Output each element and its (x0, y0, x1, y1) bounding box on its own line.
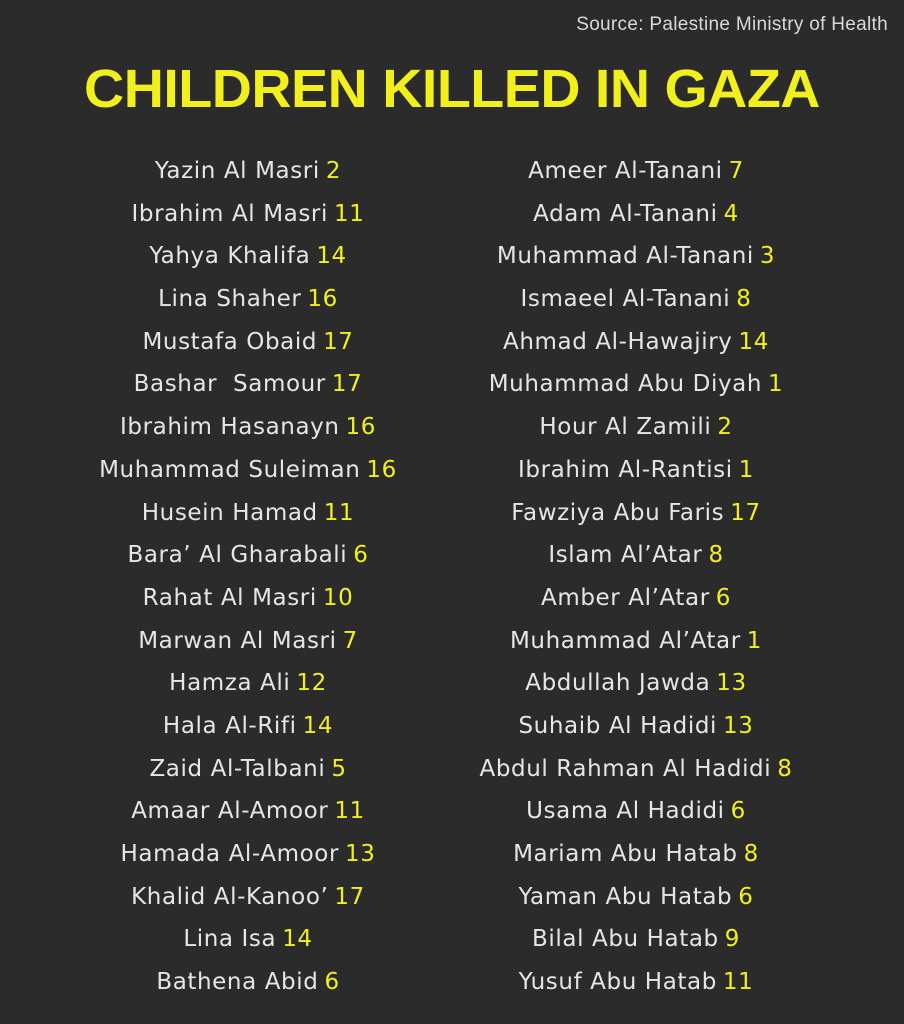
child-name: Yusuf Abu Hatab (518, 969, 717, 996)
list-item (446, 790, 826, 833)
child-age: 2 (325, 158, 342, 184)
list-item (48, 321, 448, 364)
child-name: Muhammad Suleiman (99, 456, 361, 483)
list-item (446, 363, 826, 406)
child-name: Adam Al-Tanani (533, 200, 718, 227)
child-name: Ameer Al-Tanani (528, 158, 723, 184)
list-item (446, 833, 826, 876)
child-name: Marwan Al Masri (138, 627, 337, 654)
child-name: Bilal Abu Hatab (532, 926, 719, 953)
child-name: Husein Hamad (141, 499, 318, 526)
list-item (446, 150, 826, 193)
child-age: 7 (728, 158, 744, 184)
child-name: Amber Al’Atar (540, 584, 710, 611)
list-item (446, 961, 826, 1004)
list-item (48, 577, 448, 620)
child-age: 13 (723, 712, 754, 739)
child-age: 6 (738, 883, 754, 910)
child-age: 8 (736, 286, 752, 313)
list-item (446, 918, 826, 961)
list-item (48, 534, 448, 577)
list-item (446, 620, 826, 663)
list-item (48, 235, 448, 278)
list-item (48, 449, 448, 492)
child-name: Muhammad Abu Diyah (488, 371, 763, 398)
child-age: 17 (323, 328, 354, 355)
list-item (48, 620, 448, 663)
child-age: 3 (759, 243, 776, 270)
child-age: 1 (746, 627, 763, 654)
list-item (446, 193, 826, 236)
source-credit: Source: Palestine Ministry of Health (576, 14, 888, 35)
child-name: Bathena Abid (156, 969, 319, 996)
list-item (446, 406, 826, 449)
list-item (48, 961, 448, 1004)
child-name: Islam Al’Atar (548, 542, 703, 569)
child-age: 14 (738, 328, 769, 355)
child-name: Mariam Abu Hatab (513, 841, 738, 867)
child-age: 13 (716, 670, 747, 697)
child-age: 16 (366, 456, 397, 483)
list-item (48, 406, 448, 449)
child-age: 12 (296, 670, 327, 697)
child-name: Abdul Rahman Al Hadidi (479, 755, 772, 782)
child-age: 10 (322, 584, 354, 611)
child-age: 7 (342, 627, 358, 654)
list-item (48, 790, 448, 833)
child-name: Suhaib Al Hadidi (518, 712, 718, 739)
list-item (48, 876, 448, 919)
child-age: 17 (331, 371, 363, 398)
list-item (48, 278, 448, 321)
child-name: Yahya Khalifa (149, 243, 311, 270)
child-name: Ismaeel Al-Tanani (520, 286, 731, 313)
child-age: 17 (730, 499, 761, 526)
list-item (446, 278, 826, 321)
child-name: Hamada Al-Amoor (120, 841, 340, 867)
child-age: 6 (730, 798, 746, 825)
child-name: Rahat Al Masri (142, 584, 317, 611)
child-name: Muhammad Al’Atar (509, 627, 741, 654)
child-age: 4 (723, 200, 739, 227)
child-age: 11 (334, 798, 365, 825)
list-item (446, 534, 826, 577)
child-name: Hour Al Zamili (539, 414, 712, 441)
child-age: 16 (307, 286, 338, 313)
child-age: 1 (768, 371, 784, 398)
child-age: 6 (324, 969, 340, 996)
child-name: Hamza Ali (169, 670, 291, 697)
list-item (446, 449, 826, 492)
list-item (446, 492, 826, 535)
child-age: 5 (331, 755, 347, 782)
right-name-list (446, 150, 826, 1004)
child-name: Lina Isa (183, 926, 277, 953)
child-name: Ahmad Al-Hawajiry (503, 328, 733, 355)
child-age: 17 (334, 883, 365, 910)
child-age: 2 (717, 414, 733, 441)
child-age: 8 (743, 841, 759, 867)
child-age: 14 (302, 712, 334, 739)
list-item (48, 193, 448, 236)
list-item (48, 918, 448, 961)
list-item (48, 150, 448, 193)
list-item (48, 833, 448, 876)
child-age: 14 (282, 926, 313, 953)
list-item (446, 662, 826, 705)
list-item (446, 705, 826, 748)
child-age: 11 (323, 499, 355, 526)
child-name: Hala Al-Rifi (162, 712, 297, 739)
child-age: 8 (708, 542, 724, 569)
list-item (48, 363, 448, 406)
list-item (446, 321, 826, 364)
child-name: Lina Shaher (158, 286, 302, 313)
child-age: 9 (724, 926, 740, 953)
child-age: 1 (738, 456, 754, 483)
child-name: Yazin Al Masri (154, 158, 320, 184)
child-age: 16 (345, 414, 376, 441)
page-title: CHILDREN KILLED IN GAZA (84, 59, 820, 119)
child-name: Bara’ Al Gharabali (127, 542, 348, 569)
child-age: 6 (353, 542, 369, 569)
child-name: Khalid Al-Kanoo’ (131, 883, 329, 910)
left-name-list (48, 150, 448, 1004)
child-name: Usama Al Hadidi (526, 798, 725, 825)
list-item (48, 492, 448, 535)
list-item (48, 748, 448, 791)
child-name: Zaid Al-Talbani (149, 755, 326, 782)
child-name: Ibrahim Al-Rantisi (517, 456, 733, 483)
child-age: 8 (777, 755, 793, 782)
list-item (48, 662, 448, 705)
child-name: Mustafa Obaid (142, 328, 318, 355)
child-age: 11 (333, 200, 365, 227)
child-name: Muhammad Al-Tanani (496, 243, 754, 270)
child-name: Abdullah Jawda (525, 670, 711, 697)
child-name: Bashar Samour (133, 371, 326, 398)
list-item (446, 577, 826, 620)
list-item (48, 705, 448, 748)
child-age: 13 (345, 841, 376, 867)
list-item (446, 235, 826, 278)
child-name: Ibrahim Hasanayn (119, 414, 340, 441)
child-age: 6 (715, 584, 732, 611)
list-item (446, 748, 826, 791)
child-name: Yaman Abu Hatab (518, 883, 733, 910)
child-name: Fawziya Abu Faris (511, 499, 725, 526)
child-age: 14 (316, 243, 347, 270)
child-name: Ibrahim Al Masri (131, 200, 328, 227)
list-item (446, 876, 826, 919)
child-name: Amaar Al-Amoor (131, 798, 329, 825)
child-age: 11 (722, 969, 754, 996)
